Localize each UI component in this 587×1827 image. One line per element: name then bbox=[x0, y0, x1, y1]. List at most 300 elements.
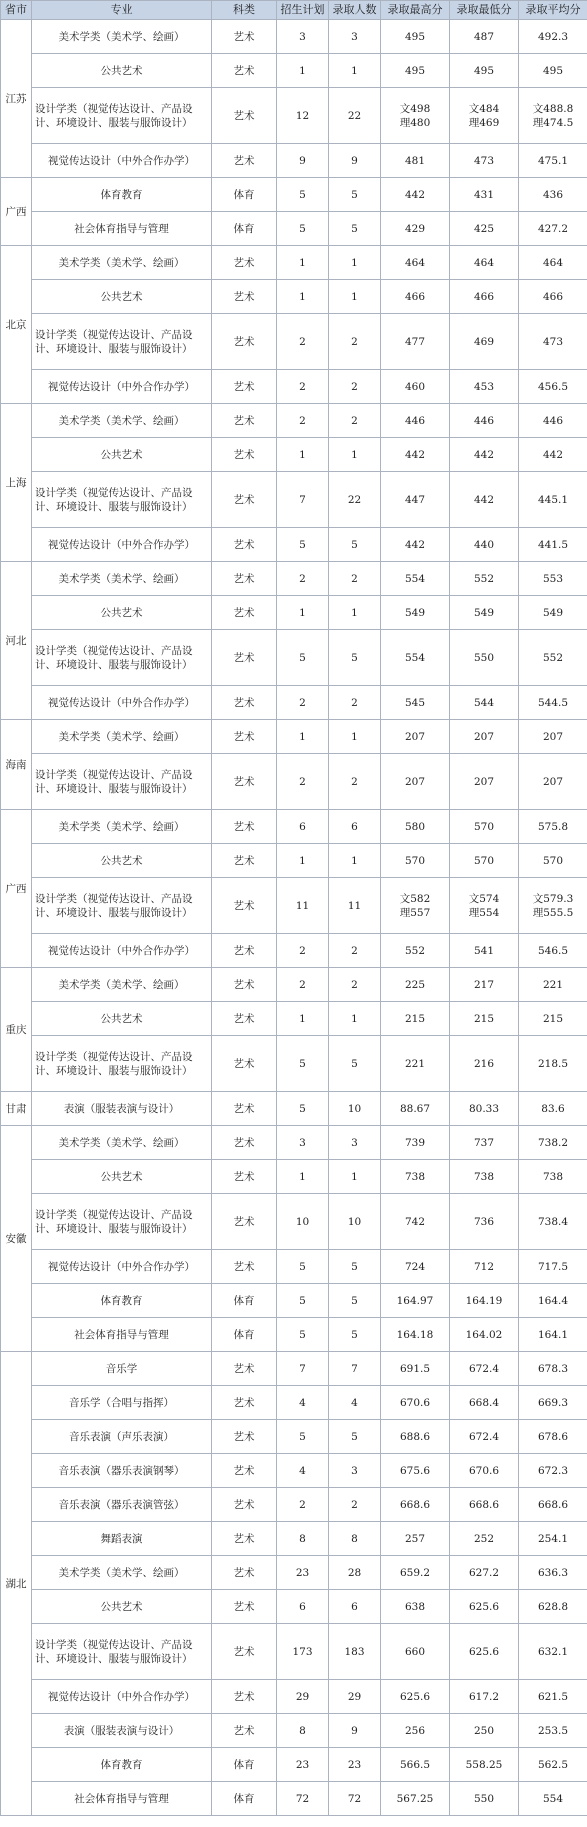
major-cell: 公共艺术 bbox=[32, 438, 212, 472]
category-cell: 艺术 bbox=[212, 596, 277, 630]
max-score-cell: 256 bbox=[381, 1714, 450, 1748]
plan-cell: 2 bbox=[277, 562, 329, 596]
category-cell: 艺术 bbox=[212, 370, 277, 404]
category-cell: 体育 bbox=[212, 178, 277, 212]
avg-score-cell: 570 bbox=[519, 844, 587, 878]
admitted-cell: 1 bbox=[329, 1160, 381, 1194]
min-score-cell: 469 bbox=[450, 314, 519, 370]
table-row bbox=[1, 1318, 587, 1352]
category-cell: 艺术 bbox=[212, 88, 277, 144]
admitted-cell: 8 bbox=[329, 1522, 381, 1556]
category-cell: 艺术 bbox=[212, 1454, 277, 1488]
plan-cell: 4 bbox=[277, 1454, 329, 1488]
max-score-cell: 215 bbox=[381, 1002, 450, 1036]
plan-cell: 29 bbox=[277, 1680, 329, 1714]
admitted-cell: 23 bbox=[329, 1748, 381, 1782]
major-cell: 舞蹈表演 bbox=[32, 1522, 212, 1556]
major-cell: 视觉传达设计（中外合作办学） bbox=[32, 1680, 212, 1714]
plan-cell: 12 bbox=[277, 88, 329, 144]
avg-score-cell: 文488.8 理474.5 bbox=[519, 88, 587, 144]
plan-cell: 11 bbox=[277, 878, 329, 934]
table-row bbox=[1, 314, 587, 370]
table-row bbox=[1, 280, 587, 314]
admitted-cell: 183 bbox=[329, 1624, 381, 1680]
major-cell: 视觉传达设计（中外合作办学） bbox=[32, 528, 212, 562]
province-cell: 湖北 bbox=[1, 1352, 32, 1816]
category-cell: 艺术 bbox=[212, 844, 277, 878]
admitted-cell: 5 bbox=[329, 1318, 381, 1352]
major-cell: 公共艺术 bbox=[32, 280, 212, 314]
category-cell: 艺术 bbox=[212, 1250, 277, 1284]
avg-score-cell: 473 bbox=[519, 314, 587, 370]
max-score-cell: 257 bbox=[381, 1522, 450, 1556]
avg-score-cell: 464 bbox=[519, 246, 587, 280]
min-score-cell: 550 bbox=[450, 1782, 519, 1816]
plan-cell: 1 bbox=[277, 1160, 329, 1194]
admitted-cell: 10 bbox=[329, 1194, 381, 1250]
major-cell: 公共艺术 bbox=[32, 54, 212, 88]
min-score-cell: 466 bbox=[450, 280, 519, 314]
plan-cell: 8 bbox=[277, 1714, 329, 1748]
max-score-cell: 464 bbox=[381, 246, 450, 280]
province-cell: 海南 bbox=[1, 720, 32, 810]
avg-score-cell: 441.5 bbox=[519, 528, 587, 562]
admitted-cell: 5 bbox=[329, 528, 381, 562]
admitted-cell: 5 bbox=[329, 178, 381, 212]
province-cell: 安徽 bbox=[1, 1126, 32, 1352]
min-score-cell: 425 bbox=[450, 212, 519, 246]
max-score-cell: 566.5 bbox=[381, 1748, 450, 1782]
admitted-cell: 3 bbox=[329, 1454, 381, 1488]
category-cell: 艺术 bbox=[212, 280, 277, 314]
max-score-cell: 文582 理557 bbox=[381, 878, 450, 934]
admitted-cell: 10 bbox=[329, 1092, 381, 1126]
category-cell: 艺术 bbox=[212, 1002, 277, 1036]
major-cell: 社会体育指导与管理 bbox=[32, 1318, 212, 1352]
min-score-cell: 442 bbox=[450, 472, 519, 528]
min-score-cell: 216 bbox=[450, 1036, 519, 1092]
major-cell: 音乐表演（器乐表演管弦） bbox=[32, 1488, 212, 1522]
admitted-cell: 2 bbox=[329, 1488, 381, 1522]
category-cell: 艺术 bbox=[212, 878, 277, 934]
admitted-cell: 1 bbox=[329, 246, 381, 280]
table-row bbox=[1, 1624, 587, 1680]
plan-cell: 23 bbox=[277, 1748, 329, 1782]
category-cell: 体育 bbox=[212, 1748, 277, 1782]
major-cell: 设计学类（视觉传达设计、产品设计、环境设计、服装与服饰设计） bbox=[32, 878, 212, 934]
major-cell: 设计学类（视觉传达设计、产品设计、环境设计、服装与服饰设计） bbox=[32, 1036, 212, 1092]
category-cell: 体育 bbox=[212, 212, 277, 246]
plan-cell: 2 bbox=[277, 754, 329, 810]
max-score-cell: 495 bbox=[381, 54, 450, 88]
max-score-cell: 429 bbox=[381, 212, 450, 246]
plan-cell: 5 bbox=[277, 212, 329, 246]
admitted-cell: 5 bbox=[329, 1420, 381, 1454]
category-cell: 体育 bbox=[212, 1782, 277, 1816]
avg-score-cell: 669.3 bbox=[519, 1386, 587, 1420]
table-row bbox=[1, 370, 587, 404]
avg-score-cell: 738.2 bbox=[519, 1126, 587, 1160]
major-cell: 社会体育指导与管理 bbox=[32, 212, 212, 246]
plan-cell: 7 bbox=[277, 472, 329, 528]
major-cell: 美术学类（美术学、绘画） bbox=[32, 720, 212, 754]
major-cell: 视觉传达设计（中外合作办学） bbox=[32, 144, 212, 178]
plan-cell: 9 bbox=[277, 144, 329, 178]
max-score-cell: 207 bbox=[381, 720, 450, 754]
table-row bbox=[1, 844, 587, 878]
major-cell: 美术学类（美术学、绘画） bbox=[32, 968, 212, 1002]
table-row bbox=[1, 968, 587, 1002]
min-score-cell: 668.6 bbox=[450, 1488, 519, 1522]
plan-cell: 5 bbox=[277, 1318, 329, 1352]
min-score-cell: 552 bbox=[450, 562, 519, 596]
major-cell: 设计学类（视觉传达设计、产品设计、环境设计、服装与服饰设计） bbox=[32, 314, 212, 370]
admitted-cell: 3 bbox=[329, 1126, 381, 1160]
max-score-cell: 688.6 bbox=[381, 1420, 450, 1454]
min-score-cell: 570 bbox=[450, 844, 519, 878]
table-row bbox=[1, 1680, 587, 1714]
category-cell: 艺术 bbox=[212, 1420, 277, 1454]
plan-cell: 5 bbox=[277, 178, 329, 212]
min-score-cell: 文574 理554 bbox=[450, 878, 519, 934]
category-cell: 艺术 bbox=[212, 528, 277, 562]
category-cell: 艺术 bbox=[212, 20, 277, 54]
plan-cell: 1 bbox=[277, 1002, 329, 1036]
avg-score-cell: 738.4 bbox=[519, 1194, 587, 1250]
plan-cell: 1 bbox=[277, 438, 329, 472]
category-cell: 艺术 bbox=[212, 562, 277, 596]
admitted-cell: 2 bbox=[329, 314, 381, 370]
max-score-cell: 742 bbox=[381, 1194, 450, 1250]
major-cell: 表演（服装表演与设计） bbox=[32, 1092, 212, 1126]
table-row bbox=[1, 212, 587, 246]
avg-score-cell: 549 bbox=[519, 596, 587, 630]
min-score-cell: 217 bbox=[450, 968, 519, 1002]
table-row bbox=[1, 1782, 587, 1816]
avg-score-cell: 554 bbox=[519, 1782, 587, 1816]
major-cell: 设计学类（视觉传达设计、产品设计、环境设计、服装与服饰设计） bbox=[32, 1624, 212, 1680]
category-cell: 艺术 bbox=[212, 630, 277, 686]
max-score-cell: 570 bbox=[381, 844, 450, 878]
avg-score-cell: 552 bbox=[519, 630, 587, 686]
avg-score-cell: 738 bbox=[519, 1160, 587, 1194]
major-cell: 音乐学 bbox=[32, 1352, 212, 1386]
admitted-cell: 3 bbox=[329, 20, 381, 54]
avg-score-cell: 668.6 bbox=[519, 1488, 587, 1522]
plan-cell: 4 bbox=[277, 1386, 329, 1420]
min-score-cell: 文484 理469 bbox=[450, 88, 519, 144]
min-score-cell: 487 bbox=[450, 20, 519, 54]
major-cell: 视觉传达设计（中外合作办学） bbox=[32, 370, 212, 404]
major-cell: 视觉传达设计（中外合作办学） bbox=[32, 1250, 212, 1284]
avg-score-cell: 445.1 bbox=[519, 472, 587, 528]
avg-score-cell: 215 bbox=[519, 1002, 587, 1036]
plan-cell: 7 bbox=[277, 1352, 329, 1386]
province-cell: 河北 bbox=[1, 562, 32, 720]
table-row bbox=[1, 1194, 587, 1250]
min-score-cell: 207 bbox=[450, 720, 519, 754]
avg-score-cell: 442 bbox=[519, 438, 587, 472]
max-score-cell: 724 bbox=[381, 1250, 450, 1284]
admitted-cell: 2 bbox=[329, 968, 381, 1002]
major-cell: 公共艺术 bbox=[32, 1160, 212, 1194]
max-score-cell: 668.6 bbox=[381, 1488, 450, 1522]
max-score-cell: 580 bbox=[381, 810, 450, 844]
major-cell: 美术学类（美术学、绘画） bbox=[32, 1126, 212, 1160]
table-row bbox=[1, 144, 587, 178]
major-cell: 音乐表演（声乐表演） bbox=[32, 1420, 212, 1454]
min-score-cell: 453 bbox=[450, 370, 519, 404]
admitted-cell: 2 bbox=[329, 404, 381, 438]
avg-score-cell: 632.1 bbox=[519, 1624, 587, 1680]
category-cell: 艺术 bbox=[212, 1126, 277, 1160]
category-cell: 艺术 bbox=[212, 246, 277, 280]
table-row bbox=[1, 1590, 587, 1624]
table-row bbox=[1, 1556, 587, 1590]
admitted-cell: 6 bbox=[329, 1590, 381, 1624]
avg-score-cell: 253.5 bbox=[519, 1714, 587, 1748]
min-score-cell: 550 bbox=[450, 630, 519, 686]
category-cell: 艺术 bbox=[212, 438, 277, 472]
admitted-cell: 1 bbox=[329, 54, 381, 88]
category-cell: 艺术 bbox=[212, 934, 277, 968]
major-cell: 美术学类（美术学、绘画） bbox=[32, 404, 212, 438]
header-category: 科类 bbox=[212, 1, 277, 20]
header-plan: 招生计划 bbox=[277, 1, 329, 20]
min-score-cell: 442 bbox=[450, 438, 519, 472]
plan-cell: 1 bbox=[277, 720, 329, 754]
table-body bbox=[1, 20, 587, 1816]
max-score-cell: 545 bbox=[381, 686, 450, 720]
header-min-score: 录取最低分 bbox=[450, 1, 519, 20]
plan-cell: 3 bbox=[277, 20, 329, 54]
major-cell: 设计学类（视觉传达设计、产品设计、环境设计、服装与服饰设计） bbox=[32, 472, 212, 528]
min-score-cell: 712 bbox=[450, 1250, 519, 1284]
category-cell: 艺术 bbox=[212, 1680, 277, 1714]
avg-score-cell: 544.5 bbox=[519, 686, 587, 720]
plan-cell: 72 bbox=[277, 1782, 329, 1816]
table-row bbox=[1, 720, 587, 754]
avg-score-cell: 164.4 bbox=[519, 1284, 587, 1318]
table-row bbox=[1, 934, 587, 968]
table-row bbox=[1, 1126, 587, 1160]
max-score-cell: 164.18 bbox=[381, 1318, 450, 1352]
min-score-cell: 558.25 bbox=[450, 1748, 519, 1782]
avg-score-cell: 254.1 bbox=[519, 1522, 587, 1556]
max-score-cell: 738 bbox=[381, 1160, 450, 1194]
max-score-cell: 88.67 bbox=[381, 1092, 450, 1126]
major-cell: 音乐学（合唱与指挥） bbox=[32, 1386, 212, 1420]
max-score-cell: 638 bbox=[381, 1590, 450, 1624]
admitted-cell: 72 bbox=[329, 1782, 381, 1816]
category-cell: 艺术 bbox=[212, 54, 277, 88]
table-row bbox=[1, 20, 587, 54]
table-row bbox=[1, 1522, 587, 1556]
category-cell: 艺术 bbox=[212, 1092, 277, 1126]
avg-score-cell: 427.2 bbox=[519, 212, 587, 246]
major-cell: 公共艺术 bbox=[32, 1002, 212, 1036]
min-score-cell: 570 bbox=[450, 810, 519, 844]
header-province: 省市 bbox=[1, 1, 32, 20]
admitted-cell: 5 bbox=[329, 1284, 381, 1318]
min-score-cell: 431 bbox=[450, 178, 519, 212]
max-score-cell: 164.97 bbox=[381, 1284, 450, 1318]
admitted-cell: 1 bbox=[329, 844, 381, 878]
major-cell: 设计学类（视觉传达设计、产品设计、环境设计、服装与服饰设计） bbox=[32, 1194, 212, 1250]
table-row bbox=[1, 878, 587, 934]
category-cell: 艺术 bbox=[212, 1522, 277, 1556]
table-row bbox=[1, 1092, 587, 1126]
min-score-cell: 737 bbox=[450, 1126, 519, 1160]
plan-cell: 6 bbox=[277, 1590, 329, 1624]
max-score-cell: 495 bbox=[381, 20, 450, 54]
admitted-cell: 2 bbox=[329, 686, 381, 720]
table-row bbox=[1, 54, 587, 88]
category-cell: 艺术 bbox=[212, 404, 277, 438]
plan-cell: 1 bbox=[277, 596, 329, 630]
plan-cell: 2 bbox=[277, 314, 329, 370]
admitted-cell: 29 bbox=[329, 1680, 381, 1714]
max-score-cell: 442 bbox=[381, 178, 450, 212]
plan-cell: 1 bbox=[277, 844, 329, 878]
min-score-cell: 627.2 bbox=[450, 1556, 519, 1590]
max-score-cell: 447 bbox=[381, 472, 450, 528]
plan-cell: 173 bbox=[277, 1624, 329, 1680]
max-score-cell: 481 bbox=[381, 144, 450, 178]
table-row bbox=[1, 1386, 587, 1420]
admitted-cell: 5 bbox=[329, 212, 381, 246]
province-cell: 广西 bbox=[1, 810, 32, 968]
table-row bbox=[1, 1250, 587, 1284]
table-row bbox=[1, 1714, 587, 1748]
max-score-cell: 660 bbox=[381, 1624, 450, 1680]
category-cell: 艺术 bbox=[212, 1590, 277, 1624]
major-cell: 视觉传达设计（中外合作办学） bbox=[32, 934, 212, 968]
admitted-cell: 5 bbox=[329, 1036, 381, 1092]
table-row bbox=[1, 1036, 587, 1092]
max-score-cell: 221 bbox=[381, 1036, 450, 1092]
max-score-cell: 442 bbox=[381, 438, 450, 472]
table-row bbox=[1, 1002, 587, 1036]
table-row bbox=[1, 404, 587, 438]
category-cell: 艺术 bbox=[212, 1352, 277, 1386]
category-cell: 艺术 bbox=[212, 686, 277, 720]
plan-cell: 5 bbox=[277, 1420, 329, 1454]
min-score-cell: 473 bbox=[450, 144, 519, 178]
min-score-cell: 164.19 bbox=[450, 1284, 519, 1318]
header-row bbox=[1, 1, 587, 20]
min-score-cell: 464 bbox=[450, 246, 519, 280]
major-cell: 表演（服装表演与设计） bbox=[32, 1714, 212, 1748]
avg-score-cell: 553 bbox=[519, 562, 587, 596]
max-score-cell: 691.5 bbox=[381, 1352, 450, 1386]
category-cell: 艺术 bbox=[212, 754, 277, 810]
avg-score-cell: 446 bbox=[519, 404, 587, 438]
min-score-cell: 625.6 bbox=[450, 1624, 519, 1680]
max-score-cell: 567.25 bbox=[381, 1782, 450, 1816]
max-score-cell: 554 bbox=[381, 630, 450, 686]
major-cell: 美术学类（美术学、绘画） bbox=[32, 810, 212, 844]
admitted-cell: 9 bbox=[329, 1714, 381, 1748]
avg-score-cell: 475.1 bbox=[519, 144, 587, 178]
category-cell: 艺术 bbox=[212, 1556, 277, 1590]
category-cell: 艺术 bbox=[212, 1714, 277, 1748]
province-cell: 江苏 bbox=[1, 20, 32, 178]
category-cell: 艺术 bbox=[212, 144, 277, 178]
max-score-cell: 659.2 bbox=[381, 1556, 450, 1590]
max-score-cell: 739 bbox=[381, 1126, 450, 1160]
major-cell: 公共艺术 bbox=[32, 596, 212, 630]
avg-score-cell: 164.1 bbox=[519, 1318, 587, 1352]
avg-score-cell: 628.8 bbox=[519, 1590, 587, 1624]
admitted-cell: 1 bbox=[329, 438, 381, 472]
avg-score-cell: 495 bbox=[519, 54, 587, 88]
plan-cell: 5 bbox=[277, 1092, 329, 1126]
plan-cell: 5 bbox=[277, 1284, 329, 1318]
admitted-cell: 2 bbox=[329, 754, 381, 810]
avg-score-cell: 83.6 bbox=[519, 1092, 587, 1126]
major-cell: 体育教育 bbox=[32, 178, 212, 212]
table-row bbox=[1, 1420, 587, 1454]
major-cell: 音乐表演（器乐表演钢琴） bbox=[32, 1454, 212, 1488]
major-cell: 社会体育指导与管理 bbox=[32, 1782, 212, 1816]
min-score-cell: 495 bbox=[450, 54, 519, 88]
plan-cell: 10 bbox=[277, 1194, 329, 1250]
max-score-cell: 460 bbox=[381, 370, 450, 404]
admitted-cell: 4 bbox=[329, 1386, 381, 1420]
avg-score-cell: 221 bbox=[519, 968, 587, 1002]
category-cell: 艺术 bbox=[212, 1036, 277, 1092]
max-score-cell: 446 bbox=[381, 404, 450, 438]
admitted-cell: 9 bbox=[329, 144, 381, 178]
major-cell: 体育教育 bbox=[32, 1748, 212, 1782]
category-cell: 体育 bbox=[212, 1284, 277, 1318]
avg-score-cell: 436 bbox=[519, 178, 587, 212]
province-cell: 广西 bbox=[1, 178, 32, 246]
plan-cell: 2 bbox=[277, 370, 329, 404]
plan-cell: 2 bbox=[277, 404, 329, 438]
max-score-cell: 442 bbox=[381, 528, 450, 562]
admitted-cell: 22 bbox=[329, 472, 381, 528]
table-row bbox=[1, 686, 587, 720]
avg-score-cell: 456.5 bbox=[519, 370, 587, 404]
plan-cell: 1 bbox=[277, 246, 329, 280]
province-cell: 甘肃 bbox=[1, 1092, 32, 1126]
min-score-cell: 668.4 bbox=[450, 1386, 519, 1420]
admitted-cell: 28 bbox=[329, 1556, 381, 1590]
admitted-cell: 6 bbox=[329, 810, 381, 844]
max-score-cell: 625.6 bbox=[381, 1680, 450, 1714]
major-cell: 美术学类（美术学、绘画） bbox=[32, 20, 212, 54]
min-score-cell: 164.02 bbox=[450, 1318, 519, 1352]
category-cell: 艺术 bbox=[212, 1160, 277, 1194]
header-major: 专业 bbox=[32, 1, 212, 20]
min-score-cell: 738 bbox=[450, 1160, 519, 1194]
max-score-cell: 675.6 bbox=[381, 1454, 450, 1488]
min-score-cell: 440 bbox=[450, 528, 519, 562]
avg-score-cell: 文579.3 理555.5 bbox=[519, 878, 587, 934]
admitted-cell: 5 bbox=[329, 630, 381, 686]
table-row bbox=[1, 528, 587, 562]
major-cell: 视觉传达设计（中外合作办学） bbox=[32, 686, 212, 720]
category-cell: 艺术 bbox=[212, 720, 277, 754]
min-score-cell: 207 bbox=[450, 754, 519, 810]
min-score-cell: 215 bbox=[450, 1002, 519, 1036]
table-row bbox=[1, 246, 587, 280]
category-cell: 艺术 bbox=[212, 1194, 277, 1250]
avg-score-cell: 492.3 bbox=[519, 20, 587, 54]
table-row bbox=[1, 438, 587, 472]
